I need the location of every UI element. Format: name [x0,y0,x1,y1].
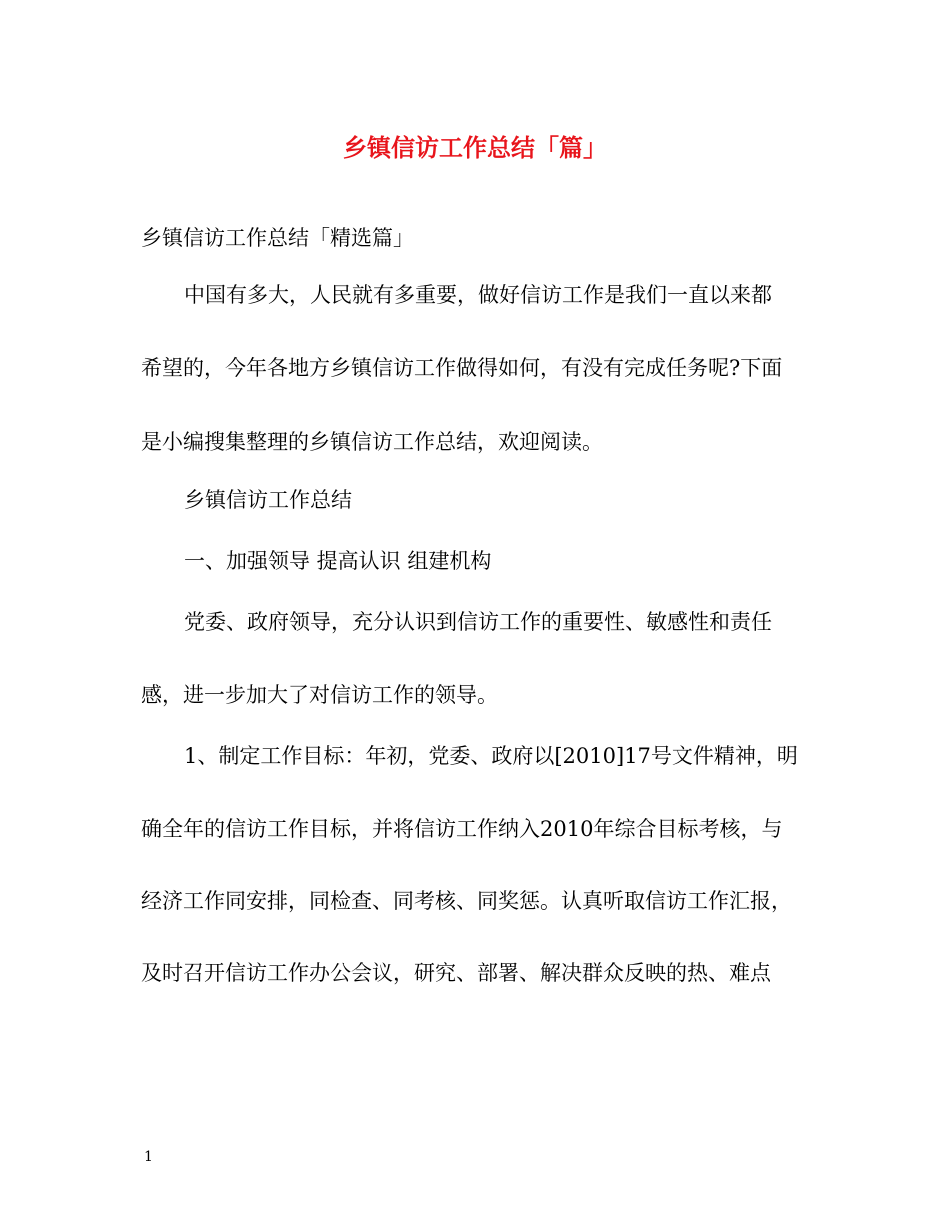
paragraph-line: 及时召开信访工作办公会议，研究、部署、解决群众反映的热、难点 [141,961,771,985]
section-heading: 乡镇信访工作总结 [184,488,352,512]
section-heading: 一、加强领导 提高认识 组建机构 [184,549,492,573]
paragraph-line: 1、制定工作目标：年初，党委、政府以[2010]17号文件精神，明 [184,744,798,768]
paragraph-line: 感，进一步加大了对信访工作的领导。 [141,683,498,707]
paragraph-line: 中国有多大，人民就有多重要，做好信访工作是我们一直以来都 [184,283,772,307]
page-number: 1 [144,1149,153,1165]
document-title: 乡镇信访工作总结「篇」 [343,133,607,162]
paragraph-line: 党委、政府领导，充分认识到信访工作的重要性、敏感性和责任 [184,610,772,634]
document-subtitle: 乡镇信访工作总结「精选篇」 [141,226,414,250]
paragraph-line: 是小编搜集整理的乡镇信访工作总结，欢迎阅读。 [141,430,603,454]
paragraph-line: 确全年的信访工作目标，并将信访工作纳入2010年综合目标考核，与 [141,817,783,841]
paragraph-line: 经济工作同安排，同检查、同考核、同奖惩。认真听取信访工作汇报， [141,889,792,913]
paragraph-line: 希望的，今年各地方乡镇信访工作做得如何，有没有完成任务呢?下面 [141,356,783,380]
